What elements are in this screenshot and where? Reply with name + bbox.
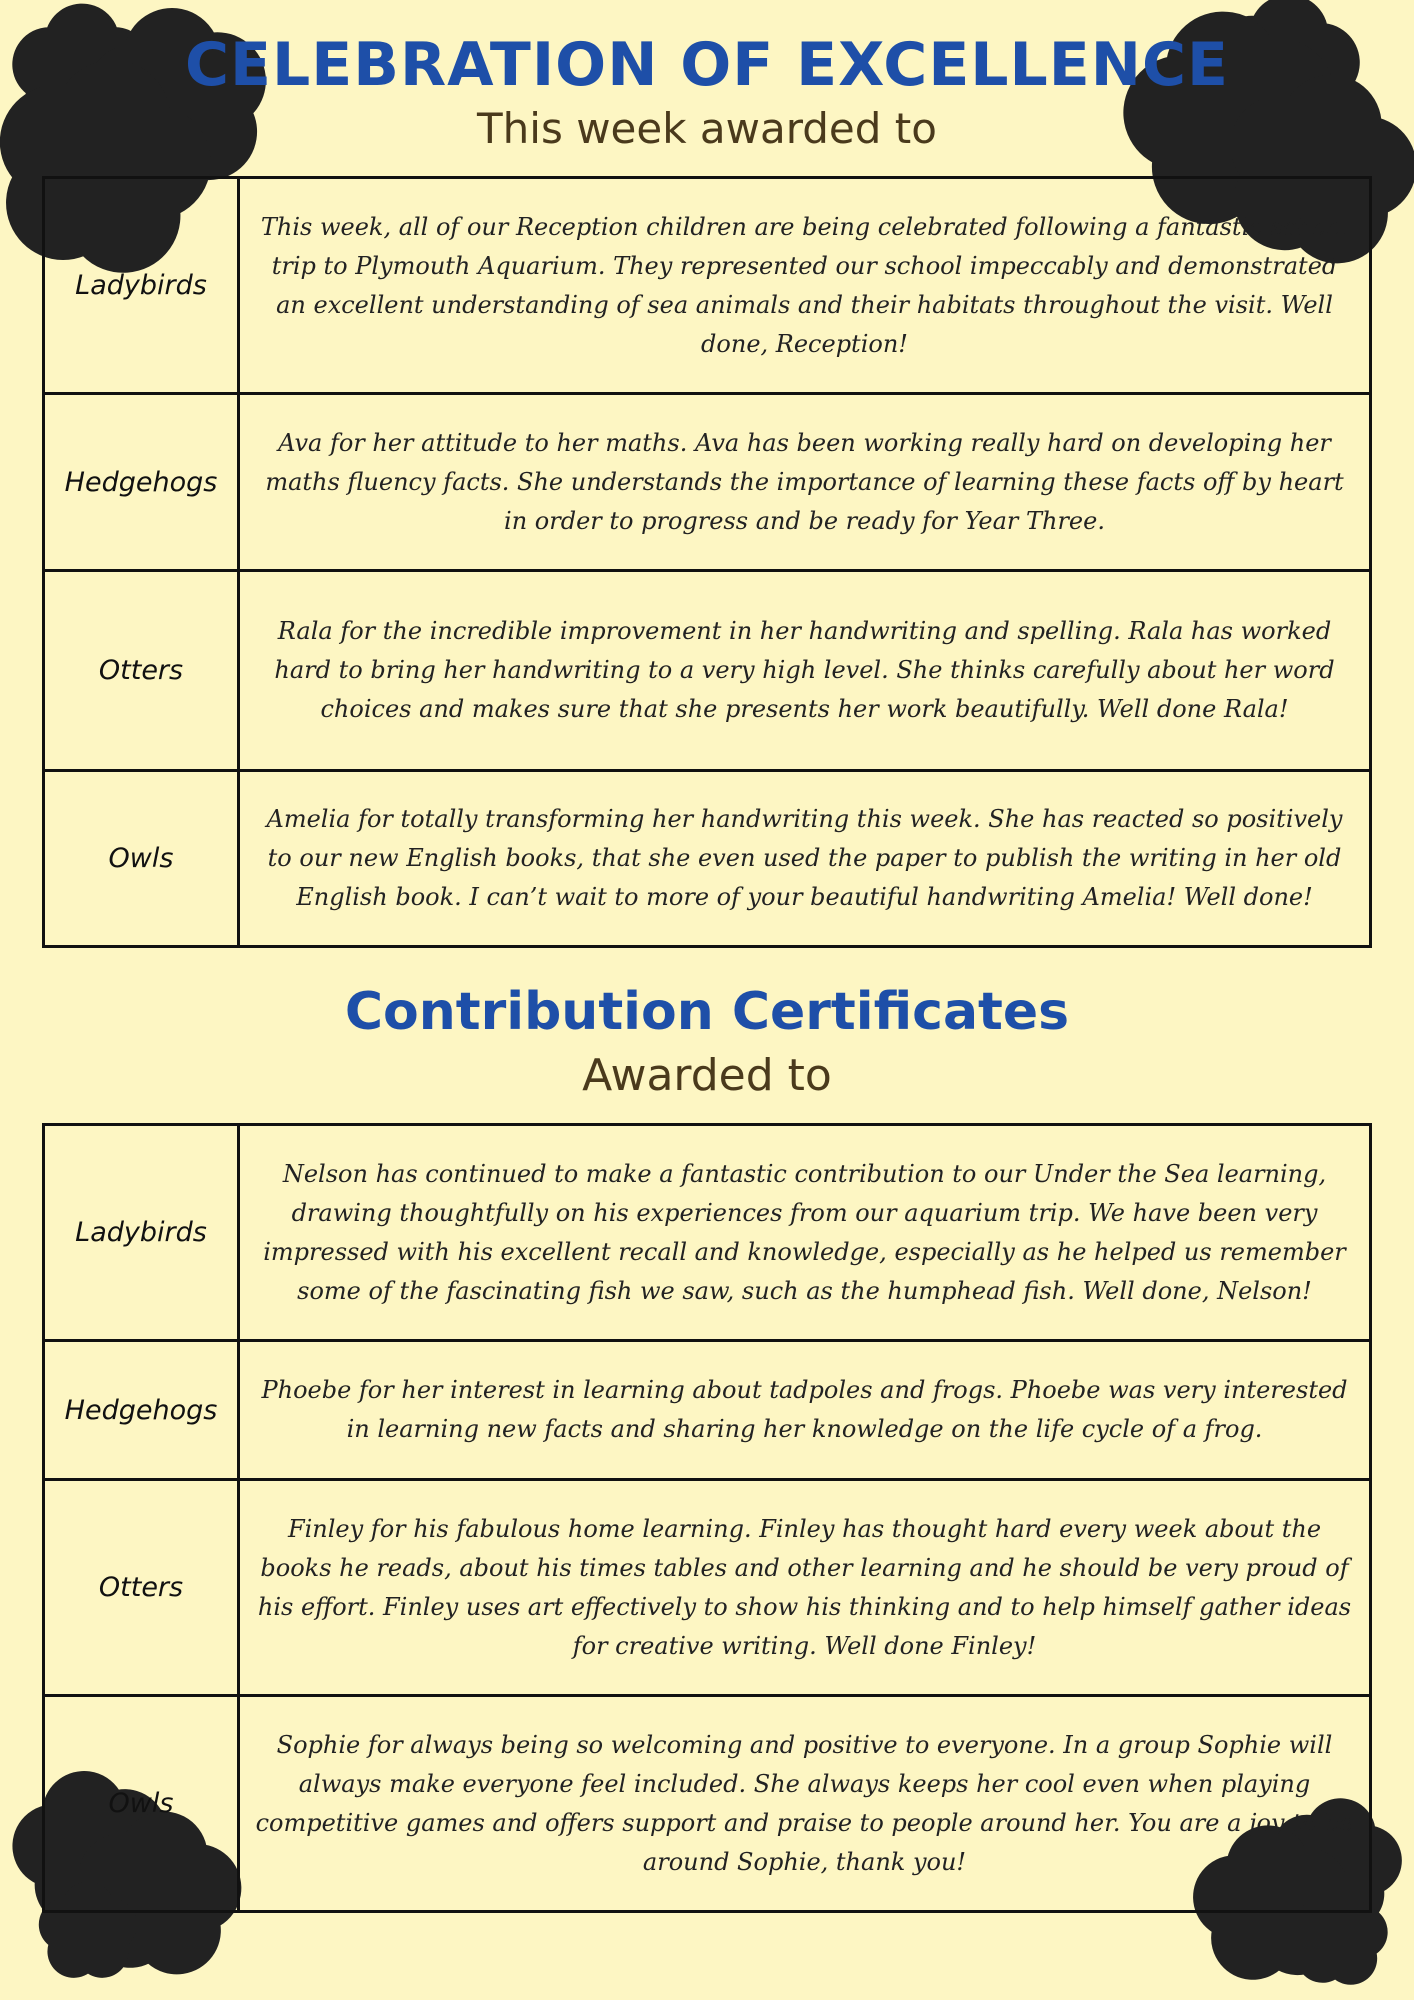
table-row: [44, 1125, 1371, 1341]
section-subtitle: Awarded to: [582, 1050, 832, 1101]
class-name: Hedgehogs: [44, 394, 239, 571]
excellence-table: [42, 176, 1372, 948]
table-row: [44, 1696, 1371, 1912]
contribution-table: [42, 1123, 1372, 1913]
award-text: Amelia for totally transforming her handwriting this week. She has reacted so positively to our new English books, that she even used the paper to publish the writing in her old English book. I can’t wait to more of your beautiful handwriting Amelia! Well done!: [239, 771, 1371, 947]
table-row: [44, 394, 1371, 571]
class-name: Owls: [44, 1696, 239, 1912]
class-name: Hedgehogs: [44, 1341, 239, 1480]
table-row: [44, 1341, 1371, 1480]
award-text: Sophie for always being so welcoming and positive to everyone. In a group Sophie will always make everyone feel included. She always keeps her cool even when playing competitive games and offers support and praise to people around her. You are a joy to be around Sophie, thank you!: [239, 1696, 1371, 1912]
award-text: Nelson has continued to make a fantastic contribution to our Under the Sea learning, drawing thoughtfully on his experiences from our aquarium trip. We have been very impressed with his excellent recall and knowledge, especially as he helped us remember some of the fascinating fish we saw, such as the humphead fish. Well done, Nelson!: [239, 1125, 1371, 1341]
award-text: This week, all of our Reception children are being celebrated following a fantastic school trip to Plymouth Aquarium. They represented our school impeccably and demonstrated an excellent understanding of sea animals and their habitats throughout the visit. Well done, Reception!: [239, 178, 1371, 394]
star-doodle-icon: [65, 1908, 111, 1951]
page-subtitle: This week awarded to: [477, 104, 937, 153]
class-name: Ladybirds: [44, 1125, 239, 1341]
award-text: Ava for her attitude to her maths. Ava has been working really hard on developing her maths fluency facts. She understands the importance of learning these facts off by heart in order to progress and be ready for Year Three.: [239, 394, 1371, 571]
section-title: Contribution Certificates: [344, 982, 1070, 1042]
award-text: Rala for the incredible improvement in her handwriting and spelling. Rala has worked hard to bring her handwriting to a very high level. She thinks carefully about her word choices and makes sure that she presents her work beautifully. Well done Rala!: [239, 571, 1371, 771]
class-name: Otters: [44, 1480, 239, 1696]
table-row: [44, 178, 1371, 394]
star-doodle-icon: [1314, 1912, 1363, 1959]
table-row: [44, 1480, 1371, 1696]
award-text: Phoebe for her interest in learning about tadpoles and frogs. Phoebe was very interested in learning new facts and sharing her knowledge on the life cycle of a frog.: [239, 1341, 1371, 1480]
class-name: Otters: [44, 571, 239, 771]
table-row: [44, 771, 1371, 947]
table-row: [44, 571, 1371, 771]
class-name: Ladybirds: [44, 178, 239, 394]
class-name: Owls: [44, 771, 239, 947]
award-text: Finley for his fabulous home learning. Finley has thought hard every week about the books he reads, about his times tables and other learning and he should be very proud of his effort. Finley uses art effectively to show his thinking and to help himself gather ideas for creative writing. Well done Finley!: [239, 1480, 1371, 1696]
page-title: CELEBRATION OF EXCELLENCE: [184, 30, 1229, 100]
